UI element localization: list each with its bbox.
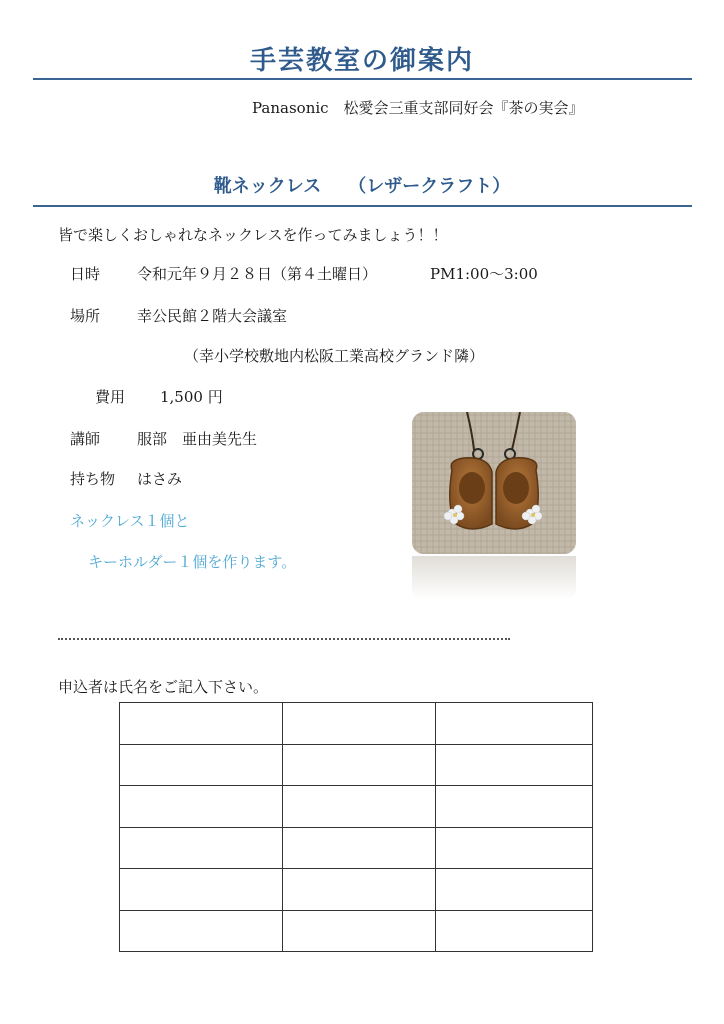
place-note: （幸小学校敷地内松阪工業高校グランド隣）: [184, 347, 485, 365]
craft-note-1: ネックレス１個と: [70, 512, 190, 530]
signup-name-cell[interactable]: [282, 910, 435, 952]
signup-name-cell[interactable]: [282, 744, 435, 786]
cut-line: [58, 638, 510, 640]
signup-name-cell[interactable]: [435, 744, 592, 786]
signup-name-cell[interactable]: [435, 703, 592, 745]
signup-name-cell[interactable]: [120, 703, 283, 745]
signup-name-cell[interactable]: [120, 744, 283, 786]
teacher-value: 服部 亜由美先生: [137, 430, 258, 448]
signup-name-cell[interactable]: [120, 910, 283, 952]
signup-name-cell[interactable]: [120, 869, 283, 911]
page-title: 手芸教室の御案内: [249, 46, 474, 76]
organizer-line: Panasonic 松愛会三重支部同好会『茶の実会』: [252, 99, 584, 117]
signup-name-cell[interactable]: [282, 827, 435, 869]
shoe-necklace-illustration: [412, 412, 576, 554]
signup-name-cell[interactable]: [120, 786, 283, 828]
items-value: はさみ: [137, 470, 183, 488]
place-label: 場所: [70, 307, 101, 325]
photo-reflection: [412, 556, 576, 600]
signup-name-cell[interactable]: [282, 869, 435, 911]
signup-name-cell[interactable]: [435, 786, 592, 828]
title-rule: [33, 78, 692, 80]
signup-name-cell[interactable]: [282, 703, 435, 745]
signup-name-cell[interactable]: [435, 869, 592, 911]
signup-name-cell[interactable]: [435, 827, 592, 869]
class-subtitle: 靴ネックレス （レザークラフト）: [213, 176, 511, 197]
signup-row: [120, 786, 593, 828]
signup-name-cell[interactable]: [435, 910, 592, 952]
date-value: 令和元年９月２８日（第４土曜日）: [137, 265, 378, 283]
signup-name-cell[interactable]: [282, 786, 435, 828]
signup-table: [119, 702, 593, 952]
intro-text: 皆で楽しくおしゃれなネックレスを作ってみましょう！！: [58, 226, 448, 244]
signup-row: [120, 869, 593, 911]
signup-row: [120, 744, 593, 786]
place-value: 幸公民館２階大会議室: [137, 307, 288, 325]
apply-instruction: 申込者は氏名をご記入下さい。: [58, 678, 269, 696]
date-label: 日時: [70, 265, 101, 283]
teacher-label: 講師: [70, 430, 101, 448]
time-value: PM1:00～3:00: [430, 265, 538, 283]
fee-value: 1,500 円: [160, 388, 223, 406]
items-label: 持ち物: [70, 470, 116, 488]
subtitle-rule: [33, 205, 692, 207]
signup-row: [120, 827, 593, 869]
fee-label: 費用: [95, 388, 126, 406]
shoe-necklace-photo: [412, 412, 576, 554]
signup-name-cell[interactable]: [120, 827, 283, 869]
signup-row: [120, 703, 593, 745]
craft-note-2: キーホルダー１個を作ります。: [88, 553, 297, 571]
signup-row: [120, 910, 593, 952]
